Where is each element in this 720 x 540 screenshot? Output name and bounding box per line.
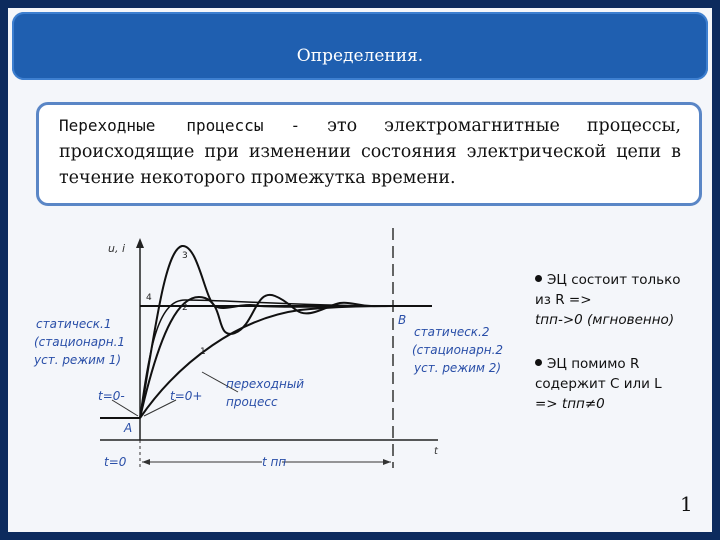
static1-line2: (стационарн.1	[34, 335, 126, 349]
curve-label-3: 3	[182, 251, 188, 261]
bullet-dot-icon	[535, 359, 542, 366]
axis-y-label: u, i	[108, 242, 126, 255]
static2-line2: (стационарн.2	[412, 343, 504, 357]
bullet-only-r	[535, 270, 705, 330]
curve-label-4: 4	[146, 293, 152, 303]
slide-title: Определения.	[296, 46, 424, 66]
point-b-label: B	[398, 313, 407, 327]
axis-x-label: t	[434, 446, 438, 457]
t-zero-label: t=0	[104, 455, 127, 469]
static2-line1: статическ.2	[414, 325, 490, 339]
bullet-dot-icon	[535, 275, 542, 282]
bullet1-line1: ЭЦ состоит только	[547, 272, 681, 288]
curve-label-2: 2	[182, 303, 188, 313]
definition-dash: -	[290, 116, 301, 135]
bullet1-line3: tпп->0 (мгновенно)	[535, 312, 675, 328]
bullet2-line3: => tпп≠0	[535, 396, 605, 412]
t-minus-label: t=0-	[98, 389, 125, 403]
static2-line3: уст. режим 2)	[414, 361, 502, 375]
curve-label-1: 1	[200, 347, 206, 357]
y-axis-arrow	[136, 238, 144, 248]
static1-line3: уст. режим 1)	[34, 353, 122, 367]
page-number: 1	[680, 492, 693, 516]
bullet-r-c-l	[535, 354, 705, 414]
tpp-arrowhead-left	[142, 459, 150, 465]
definition-body: это электромагнитные процессы, происходящие при изменении состояния электрической цепи в течение некоторого промежутка времени.	[59, 116, 681, 188]
tpp-label: t пп	[262, 455, 287, 469]
bullet1-line2: из R =>	[535, 292, 592, 308]
transient-label-1: переходный	[226, 377, 305, 391]
point-a-label: A	[124, 421, 133, 435]
bullet2-line1: ЭЦ помимо R	[547, 356, 640, 372]
static1-line1: статическ.1	[36, 317, 112, 331]
tpp-arrowhead-right	[383, 459, 391, 465]
definition-term: Переходные процессы	[59, 116, 264, 135]
t-plus-label: t=0+	[170, 389, 203, 403]
bullet2-line2: содержит С или L	[535, 376, 662, 392]
transient-label-2: процесс	[226, 395, 278, 409]
